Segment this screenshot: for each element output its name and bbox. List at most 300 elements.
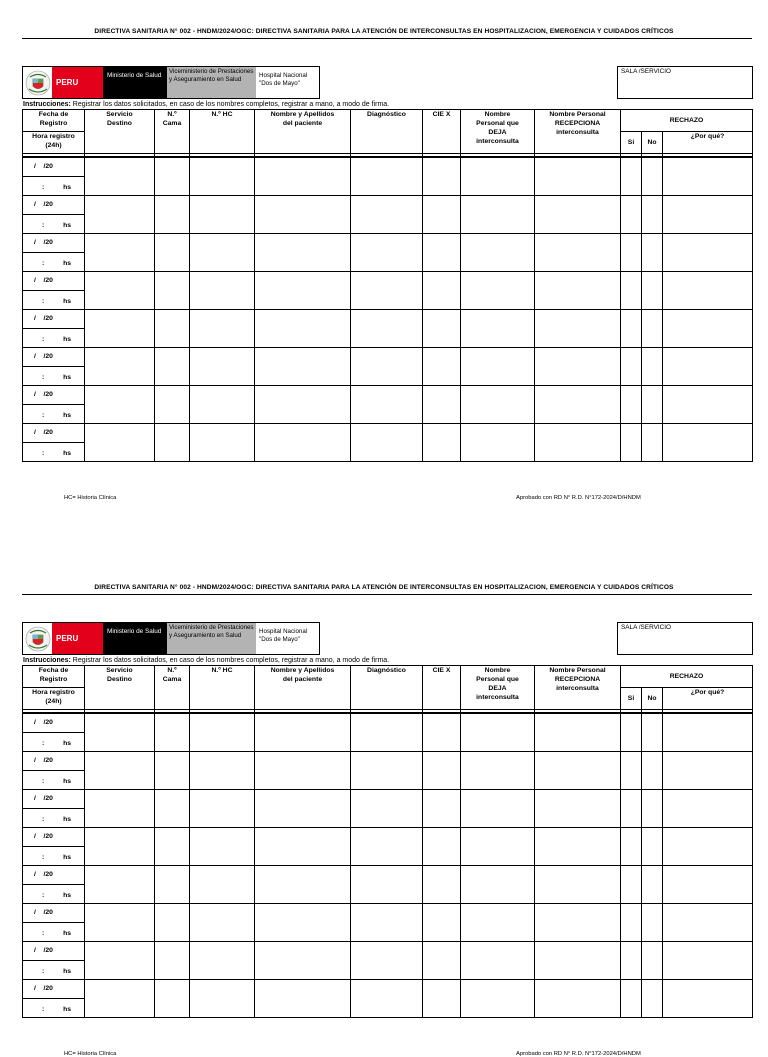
col-personal-recepciona xyxy=(535,110,621,154)
rechazo-porque-cell[interactable] xyxy=(663,979,753,1017)
coat-of-arms-icon xyxy=(24,69,52,97)
hc-cell[interactable] xyxy=(190,157,255,196)
col-fecha-registro-line1: Fecha de xyxy=(38,111,69,118)
col-cama-line1: N.º xyxy=(167,111,177,118)
col-cie-label: CIE X xyxy=(432,111,451,118)
col-cama-line2: Cama xyxy=(162,676,182,683)
col-fecha-registro-line2: Registro xyxy=(39,676,68,683)
rechazo-porque-cell[interactable] xyxy=(663,347,753,385)
rechazo-si-cell[interactable] xyxy=(621,979,642,1017)
table-row xyxy=(23,309,753,347)
rechazo-porque-cell[interactable] xyxy=(663,941,753,979)
rechazo-si-cell[interactable] xyxy=(621,865,642,903)
cie-cell[interactable] xyxy=(423,751,461,789)
nombre-paciente-cell[interactable] xyxy=(255,865,351,903)
date-field[interactable]: / /20 xyxy=(23,424,84,443)
hour-field[interactable]: : hs xyxy=(42,297,72,305)
fecha-hora-cell[interactable] xyxy=(23,271,85,309)
rechazo-no-cell[interactable] xyxy=(642,233,663,271)
title-divider xyxy=(22,38,752,39)
personal-deja-cell[interactable] xyxy=(461,827,535,865)
rechazo-si-cell[interactable] xyxy=(621,903,642,941)
instructions-label: Instrucciones: xyxy=(23,101,71,108)
rechazo-no-cell[interactable] xyxy=(642,865,663,903)
personal-deja-cell[interactable] xyxy=(461,423,535,461)
personal-recepciona-cell[interactable] xyxy=(535,903,621,941)
nombre-paciente-cell[interactable] xyxy=(255,941,351,979)
col-nombre-paciente-line2: del paciente xyxy=(282,676,323,683)
col-rechazo-no-label: No xyxy=(647,695,657,702)
hc-cell[interactable] xyxy=(190,789,255,827)
date-field[interactable]: / /20 xyxy=(23,310,84,329)
servicio-destino-cell[interactable] xyxy=(85,271,155,309)
col-diagnostico xyxy=(351,110,423,154)
hospital-label-line2: "Dos de Mayo" xyxy=(259,636,300,643)
col-personal-deja-line2: Personal que xyxy=(476,120,519,127)
personal-recepciona-cell[interactable] xyxy=(535,979,621,1017)
hour-field[interactable]: : hs xyxy=(42,777,72,785)
col-personal-deja xyxy=(461,110,535,154)
cama-cell[interactable] xyxy=(155,233,190,271)
footer-note: HC= Historia Clínica xyxy=(64,495,117,501)
table-row xyxy=(23,865,753,903)
col-cama-line2: Cama xyxy=(162,120,182,127)
rechazo-porque-cell[interactable] xyxy=(663,423,753,461)
servicio-destino-cell[interactable] xyxy=(85,827,155,865)
hour-field[interactable]: : hs xyxy=(42,411,72,419)
personal-recepciona-cell[interactable] xyxy=(535,865,621,903)
cie-cell[interactable] xyxy=(423,789,461,827)
rechazo-porque-cell[interactable] xyxy=(663,865,753,903)
cama-cell[interactable] xyxy=(155,271,190,309)
personal-recepciona-cell[interactable] xyxy=(535,195,621,233)
personal-recepciona-cell[interactable] xyxy=(535,233,621,271)
rechazo-no-cell[interactable] xyxy=(642,827,663,865)
rechazo-porque-cell[interactable] xyxy=(663,789,753,827)
date-field[interactable]: / /20 xyxy=(23,866,84,885)
nombre-paciente-cell[interactable] xyxy=(255,271,351,309)
servicio-destino-cell[interactable] xyxy=(85,713,155,752)
hour-field[interactable]: : hs xyxy=(42,967,72,975)
cama-cell[interactable] xyxy=(155,309,190,347)
personal-recepciona-cell[interactable] xyxy=(535,347,621,385)
cie-cell[interactable] xyxy=(423,827,461,865)
diagnostico-cell[interactable] xyxy=(351,903,423,941)
rechazo-no-cell[interactable] xyxy=(642,751,663,789)
table-row xyxy=(23,347,753,385)
col-nombre-paciente-line2: del paciente xyxy=(282,120,323,127)
cama-cell[interactable] xyxy=(155,827,190,865)
date-field[interactable]: / /20 xyxy=(23,196,84,215)
diagnostico-cell[interactable] xyxy=(351,157,423,196)
fecha-hora-cell[interactable] xyxy=(23,423,85,461)
hc-cell[interactable] xyxy=(190,233,255,271)
table-row xyxy=(23,979,753,1017)
col-rechazo-si xyxy=(621,132,642,154)
nombre-paciente-cell[interactable] xyxy=(255,309,351,347)
col-hora-registro-line2: (24h) xyxy=(45,698,62,705)
date-field[interactable]: / /20 xyxy=(23,714,84,733)
date-field[interactable]: / /20 xyxy=(23,904,84,923)
nombre-paciente-cell[interactable] xyxy=(255,385,351,423)
col-personal-recepciona-line3: interconsulta xyxy=(556,685,599,692)
rechazo-porque-cell[interactable] xyxy=(663,157,753,196)
diagnostico-cell[interactable] xyxy=(351,713,423,752)
cama-cell[interactable] xyxy=(155,789,190,827)
hc-cell[interactable] xyxy=(190,713,255,752)
col-fecha-registro xyxy=(23,110,85,132)
rechazo-porque-cell[interactable] xyxy=(663,903,753,941)
cama-cell[interactable] xyxy=(155,903,190,941)
personal-deja-cell[interactable] xyxy=(461,347,535,385)
personal-deja-cell[interactable] xyxy=(461,903,535,941)
rechazo-no-cell[interactable] xyxy=(642,157,663,196)
rechazo-no-cell[interactable] xyxy=(642,903,663,941)
cie-cell[interactable] xyxy=(423,271,461,309)
cie-cell[interactable] xyxy=(423,157,461,196)
rechazo-si-cell[interactable] xyxy=(621,157,642,196)
diagnostico-cell[interactable] xyxy=(351,423,423,461)
col-personal-deja-line3: DEJA xyxy=(488,129,507,136)
date-field[interactable]: / /20 xyxy=(23,828,84,847)
fecha-hora-cell[interactable] xyxy=(23,827,85,865)
cie-cell[interactable] xyxy=(423,865,461,903)
rechazo-no-cell[interactable] xyxy=(642,195,663,233)
cama-cell[interactable] xyxy=(155,347,190,385)
servicio-destino-cell[interactable] xyxy=(85,751,155,789)
fecha-hora-cell[interactable] xyxy=(23,941,85,979)
nombre-paciente-cell[interactable] xyxy=(255,751,351,789)
rechazo-si-cell[interactable] xyxy=(621,941,642,979)
fecha-hora-cell[interactable] xyxy=(23,157,85,196)
col-fecha-registro-line2: Registro xyxy=(39,120,68,127)
personal-recepciona-cell[interactable] xyxy=(535,941,621,979)
fecha-hora-cell[interactable] xyxy=(23,347,85,385)
fecha-hora-cell[interactable] xyxy=(23,865,85,903)
rechazo-no-cell[interactable] xyxy=(642,385,663,423)
date-field[interactable]: / /20 xyxy=(23,942,84,961)
nombre-paciente-cell[interactable] xyxy=(255,903,351,941)
rechazo-si-cell[interactable] xyxy=(621,195,642,233)
col-hora-registro-line1: Hora registro xyxy=(32,689,75,696)
personal-deja-cell[interactable] xyxy=(461,713,535,752)
document-title: DIRECTIVA SANITARIA N° 002 - HNDM/2024/OGC: DIRECTIVA SANITARIA PARA LA ATENCIÓN DE INTERCONSULTAS EN HOSPITALIZACION, EMERGENCIA Y CUIDADOS CRÍTICOS xyxy=(94,28,674,35)
date-field[interactable]: / /20 xyxy=(23,158,84,177)
rechazo-no-cell[interactable] xyxy=(642,423,663,461)
col-personal-deja xyxy=(461,666,535,710)
personal-deja-cell[interactable] xyxy=(461,865,535,903)
diagnostico-cell[interactable] xyxy=(351,385,423,423)
fecha-hora-cell[interactable] xyxy=(23,979,85,1017)
rechazo-no-cell[interactable] xyxy=(642,979,663,1017)
col-rechazo xyxy=(621,666,753,688)
col-fecha-registro-line1: Fecha de xyxy=(38,667,69,674)
rechazo-porque-cell[interactable] xyxy=(663,713,753,752)
col-hc xyxy=(190,666,255,710)
rechazo-porque-cell[interactable] xyxy=(663,385,753,423)
servicio-destino-cell[interactable] xyxy=(85,903,155,941)
cama-cell[interactable] xyxy=(155,751,190,789)
personal-recepciona-cell[interactable] xyxy=(535,827,621,865)
col-servicio-destino xyxy=(85,666,155,710)
col-personal-recepciona-line2: RECEPCIONA xyxy=(554,676,601,683)
col-fecha-registro xyxy=(23,666,85,688)
servicio-destino-cell[interactable] xyxy=(85,941,155,979)
personal-recepciona-cell[interactable] xyxy=(535,713,621,752)
fecha-hora-cell[interactable] xyxy=(23,195,85,233)
date-field[interactable]: / /20 xyxy=(23,752,84,771)
rechazo-porque-cell[interactable] xyxy=(663,751,753,789)
servicio-destino-cell[interactable] xyxy=(85,385,155,423)
servicio-destino-cell[interactable] xyxy=(85,979,155,1017)
hc-cell[interactable] xyxy=(190,979,255,1017)
diagnostico-cell[interactable] xyxy=(351,347,423,385)
cama-cell[interactable] xyxy=(155,979,190,1017)
cie-cell[interactable] xyxy=(423,423,461,461)
rechazo-no-cell[interactable] xyxy=(642,309,663,347)
nombre-paciente-cell[interactable] xyxy=(255,157,351,196)
nombre-paciente-cell[interactable] xyxy=(255,195,351,233)
personal-recepciona-cell[interactable] xyxy=(535,789,621,827)
interconsulta-table xyxy=(22,109,753,462)
personal-deja-cell[interactable] xyxy=(461,385,535,423)
col-rechazo xyxy=(621,110,753,132)
rechazo-no-cell[interactable] xyxy=(642,713,663,752)
diagnostico-cell[interactable] xyxy=(351,751,423,789)
nombre-paciente-cell[interactable] xyxy=(255,423,351,461)
rechazo-si-cell[interactable] xyxy=(621,713,642,752)
personal-deja-cell[interactable] xyxy=(461,941,535,979)
hour-field[interactable]: : hs xyxy=(42,259,72,267)
diagnostico-cell[interactable] xyxy=(351,941,423,979)
hour-field[interactable]: : hs xyxy=(42,929,72,937)
table-row xyxy=(23,233,753,271)
diagnostico-cell[interactable] xyxy=(351,979,423,1017)
hc-cell[interactable] xyxy=(190,195,255,233)
date-field[interactable]: / /20 xyxy=(23,234,84,253)
personal-recepciona-cell[interactable] xyxy=(535,271,621,309)
col-hc xyxy=(190,110,255,154)
personal-deja-cell[interactable] xyxy=(461,233,535,271)
rechazo-si-cell[interactable] xyxy=(621,309,642,347)
cama-cell[interactable] xyxy=(155,713,190,752)
instructions-text: Registrar los datos solicitados, en caso de los nombres completos, registrar a mano, a modo de firma. xyxy=(70,101,390,108)
personal-deja-cell[interactable] xyxy=(461,979,535,1017)
table-row xyxy=(23,827,753,865)
fecha-hora-cell[interactable] xyxy=(23,751,85,789)
institution-header xyxy=(22,66,320,99)
diagnostico-cell[interactable] xyxy=(351,827,423,865)
personal-recepciona-cell[interactable] xyxy=(535,157,621,196)
date-field[interactable]: / /20 xyxy=(23,790,84,809)
cie-cell[interactable] xyxy=(423,713,461,752)
personal-deja-cell[interactable] xyxy=(461,157,535,196)
servicio-destino-cell[interactable] xyxy=(85,233,155,271)
col-cama xyxy=(155,666,190,710)
col-diagnostico-label: Diagnóstico xyxy=(367,667,406,674)
col-nombre-paciente xyxy=(255,666,351,710)
diagnostico-cell[interactable] xyxy=(351,865,423,903)
sala-servicio-field[interactable] xyxy=(617,66,753,99)
sala-servicio-label: SALA /SERVICIO xyxy=(621,68,671,75)
rechazo-no-cell[interactable] xyxy=(642,789,663,827)
cie-cell[interactable] xyxy=(423,233,461,271)
nombre-paciente-cell[interactable] xyxy=(255,233,351,271)
nombre-paciente-cell[interactable] xyxy=(255,347,351,385)
rechazo-porque-cell[interactable] xyxy=(663,233,753,271)
col-personal-recepciona-line2: RECEPCIONA xyxy=(554,120,601,127)
hour-field[interactable]: : hs xyxy=(42,221,72,229)
date-field[interactable]: / /20 xyxy=(23,348,84,367)
hc-cell[interactable] xyxy=(190,865,255,903)
diagnostico-cell[interactable] xyxy=(351,789,423,827)
hour-field[interactable]: : hs xyxy=(42,373,72,381)
nombre-paciente-cell[interactable] xyxy=(255,827,351,865)
cie-cell[interactable] xyxy=(423,903,461,941)
rechazo-no-cell[interactable] xyxy=(642,347,663,385)
approval-note: Aprobado con RD N° R.D. N°172-2024/D/HNDM xyxy=(516,1051,641,1057)
rechazo-si-cell[interactable] xyxy=(621,827,642,865)
servicio-destino-cell[interactable] xyxy=(85,157,155,196)
diagnostico-cell[interactable] xyxy=(351,233,423,271)
cie-cell[interactable] xyxy=(423,941,461,979)
date-field[interactable]: / /20 xyxy=(23,980,84,999)
fecha-hora-cell[interactable] xyxy=(23,903,85,941)
cama-cell[interactable] xyxy=(155,941,190,979)
servicio-destino-cell[interactable] xyxy=(85,865,155,903)
personal-deja-cell[interactable] xyxy=(461,309,535,347)
rechazo-porque-cell[interactable] xyxy=(663,827,753,865)
instructions xyxy=(23,657,389,664)
servicio-destino-cell[interactable] xyxy=(85,789,155,827)
hc-cell[interactable] xyxy=(190,751,255,789)
rechazo-si-cell[interactable] xyxy=(621,423,642,461)
date-field[interactable]: / /20 xyxy=(23,272,84,291)
col-cie xyxy=(423,666,461,710)
ministry-label: Ministerio de Salud xyxy=(103,67,167,98)
personal-recepciona-cell[interactable] xyxy=(535,423,621,461)
hour-field[interactable]: : hs xyxy=(42,891,72,899)
hc-cell[interactable] xyxy=(190,903,255,941)
hc-cell[interactable] xyxy=(190,271,255,309)
cama-cell[interactable] xyxy=(155,865,190,903)
rechazo-no-cell[interactable] xyxy=(642,941,663,979)
country-label: PERU xyxy=(52,67,103,98)
diagnostico-cell[interactable] xyxy=(351,271,423,309)
fecha-hora-cell[interactable] xyxy=(23,309,85,347)
institution-header xyxy=(22,622,320,655)
table-row xyxy=(23,789,753,827)
fecha-hora-cell[interactable] xyxy=(23,385,85,423)
cie-cell[interactable] xyxy=(423,385,461,423)
col-personal-deja-line4: interconsulta xyxy=(476,694,519,701)
hc-cell[interactable] xyxy=(190,827,255,865)
cama-cell[interactable] xyxy=(155,423,190,461)
table-row xyxy=(23,423,753,461)
col-cie xyxy=(423,110,461,154)
personal-recepciona-cell[interactable] xyxy=(535,385,621,423)
form-sheet xyxy=(0,28,768,501)
col-personal-recepciona xyxy=(535,666,621,710)
nombre-paciente-cell[interactable] xyxy=(255,979,351,1017)
table-row xyxy=(23,713,753,752)
rechazo-si-cell[interactable] xyxy=(621,385,642,423)
col-hora-registro-line1: Hora registro xyxy=(32,133,75,140)
diagnostico-cell[interactable] xyxy=(351,195,423,233)
hour-field[interactable]: : hs xyxy=(42,853,72,861)
hour-field[interactable]: : hs xyxy=(42,335,72,343)
hc-cell[interactable] xyxy=(190,309,255,347)
hour-field[interactable]: : hs xyxy=(42,739,72,747)
rechazo-porque-cell[interactable] xyxy=(663,195,753,233)
rechazo-si-cell[interactable] xyxy=(621,751,642,789)
hour-field[interactable]: : hs xyxy=(42,183,72,191)
personal-recepciona-cell[interactable] xyxy=(535,751,621,789)
col-diagnostico xyxy=(351,666,423,710)
personal-recepciona-cell[interactable] xyxy=(535,309,621,347)
col-personal-recepciona-line1: Nombre Personal xyxy=(549,111,606,118)
rechazo-no-cell[interactable] xyxy=(642,271,663,309)
fecha-hora-cell[interactable] xyxy=(23,233,85,271)
hour-field[interactable]: : hs xyxy=(42,815,72,823)
servicio-destino-cell[interactable] xyxy=(85,347,155,385)
rechazo-si-cell[interactable] xyxy=(621,233,642,271)
rechazo-si-cell[interactable] xyxy=(621,789,642,827)
diagnostico-cell[interactable] xyxy=(351,309,423,347)
col-rechazo-si-label: Si xyxy=(627,139,635,146)
table-row xyxy=(23,941,753,979)
sala-servicio-field[interactable] xyxy=(617,622,753,655)
cama-cell[interactable] xyxy=(155,385,190,423)
cama-cell[interactable] xyxy=(155,195,190,233)
col-servicio-destino xyxy=(85,110,155,154)
personal-deja-cell[interactable] xyxy=(461,789,535,827)
instructions-label: Instrucciones: xyxy=(23,657,71,664)
col-rechazo-no xyxy=(642,132,663,154)
hour-field[interactable]: : hs xyxy=(42,1005,72,1013)
hc-cell[interactable] xyxy=(190,941,255,979)
col-servicio-destino-line1: Servicio xyxy=(106,111,133,118)
col-personal-deja-line1: Nombre xyxy=(484,667,511,674)
hc-cell[interactable] xyxy=(190,347,255,385)
personal-deja-cell[interactable] xyxy=(461,195,535,233)
rechazo-porque-cell[interactable] xyxy=(663,309,753,347)
rechazo-si-cell[interactable] xyxy=(621,271,642,309)
cie-cell[interactable] xyxy=(423,979,461,1017)
hour-field[interactable]: : hs xyxy=(42,449,72,457)
servicio-destino-cell[interactable] xyxy=(85,423,155,461)
cie-cell[interactable] xyxy=(423,195,461,233)
hc-cell[interactable] xyxy=(190,423,255,461)
nombre-paciente-cell[interactable] xyxy=(255,713,351,752)
fecha-hora-cell[interactable] xyxy=(23,713,85,752)
nombre-paciente-cell[interactable] xyxy=(255,789,351,827)
servicio-destino-cell[interactable] xyxy=(85,309,155,347)
cama-cell[interactable] xyxy=(155,157,190,196)
date-field[interactable]: / /20 xyxy=(23,386,84,405)
cie-cell[interactable] xyxy=(423,309,461,347)
servicio-destino-cell[interactable] xyxy=(85,195,155,233)
col-rechazo-porque-label: ¿Por qué? xyxy=(690,689,725,696)
personal-deja-cell[interactable] xyxy=(461,751,535,789)
cie-cell[interactable] xyxy=(423,347,461,385)
table-row xyxy=(23,195,753,233)
rechazo-si-cell[interactable] xyxy=(621,347,642,385)
fecha-hora-cell[interactable] xyxy=(23,789,85,827)
personal-deja-cell[interactable] xyxy=(461,271,535,309)
hc-cell[interactable] xyxy=(190,385,255,423)
rechazo-porque-cell[interactable] xyxy=(663,271,753,309)
